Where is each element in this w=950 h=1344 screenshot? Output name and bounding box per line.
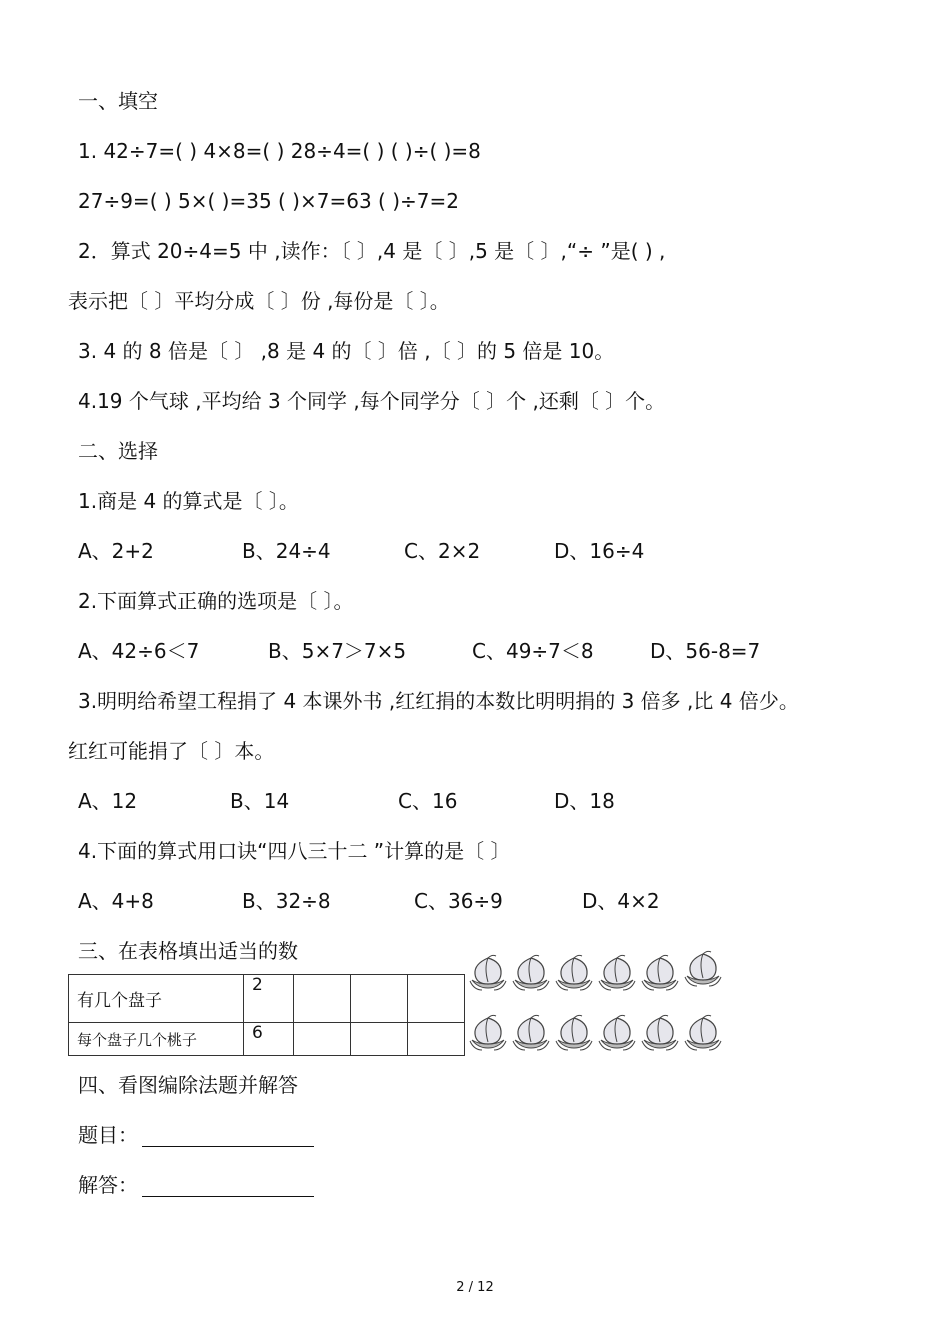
plates-value: 2 [244,975,294,1023]
option-d: D、18 [554,789,615,813]
answer-label: 解答： [78,1173,138,1197]
option-a: A、42÷6＜7 [78,639,200,663]
choice-question-1: 1.商是 4 的算式是〔 〕。 [78,489,299,513]
option-b: B、5×7＞7×5 [268,639,407,663]
choice-question-2: 2.下面算式正确的选项是〔 〕。 [78,589,354,613]
option-d: D、4×2 [582,889,660,913]
section-fill-title: 一、填空 [78,89,158,113]
peach-plate-2 [513,955,549,1050]
fill-question-4: 4.19 个气球 ,平均给 3 个同学 ,每个同学分〔 〕个 ,还剩〔 〕个。 [78,389,666,413]
table-row [69,1023,465,1056]
peach-plate-6 [685,951,721,1050]
option-c: C、36÷9 [414,889,503,913]
blank-cell[interactable] [408,975,465,1023]
fill-question-3: 3. 4 的 8 倍是〔 〕 ,8 是 4 的〔 〕倍 ,〔 〕的 5 倍是 10。 [78,339,615,363]
answer-input-line[interactable] [142,1176,314,1197]
peaches-illustration [468,950,730,1060]
choice-question-3a: 3.明明给希望工程捐了 4 本课外书 ,红红捐的本数比明明捐的 3 倍多 ,比 4 倍少。 [78,689,799,713]
option-a: A、12 [78,789,138,813]
option-d: D、16÷4 [554,539,645,563]
blank-cell[interactable] [294,975,351,1023]
title-row [78,1123,314,1147]
option-c: C、49÷7＜8 [472,639,594,663]
answer-row [78,1173,314,1197]
section-answer-title: 四、看图编除法题并解答 [78,1073,298,1097]
peaches-value: 6 [244,1023,294,1056]
choice-question-3b: 红红可能捐了〔 〕本。 [68,739,275,763]
peach-plate-5 [642,955,678,1050]
page-number: 2 / 12 [456,1280,494,1295]
option-b: B、32÷8 [242,889,331,913]
fill-question-2b: 表示把〔 〕平均分成〔 〕份 ,每份是〔 〕。 [68,289,450,313]
plates-peaches-table [68,974,465,1056]
blank-cell[interactable] [408,1023,465,1056]
option-b: B、14 [230,789,290,813]
title-input-line[interactable] [142,1126,314,1147]
row-label-plates: 有几个盘子 [69,975,244,1023]
table-row [69,975,465,1023]
blank-cell[interactable] [351,975,408,1023]
fill-question-2a: 2．算式 20÷4=5 中 ,读作：〔 〕,4 是〔 〕,5 是〔 〕,“÷ ”是( ) , [78,239,666,263]
option-d: D、56-8=7 [650,639,761,663]
peach-plate-4 [599,955,635,1050]
option-c: C、16 [398,789,458,813]
blank-cell[interactable] [351,1023,408,1056]
row-label-peaches: 每个盘子几个桃子 [69,1023,244,1056]
fill-question-1a: 1. 42÷7=( ) 4×8=( ) 28÷4=( ) ( )÷( )=8 [78,139,481,163]
blank-cell[interactable] [294,1023,351,1056]
peach-plate-1 [470,955,506,1050]
section-choice-title: 二、选择 [78,439,158,463]
option-c: C、2×2 [404,539,481,563]
option-a: A、4+8 [78,889,154,913]
peach-plate-3 [556,955,592,1050]
choice-question-4: 4.下面的算式用口诀“四八三十二 ”计算的是〔 〕 [78,839,511,863]
title-label: 题目： [78,1123,138,1147]
option-a: A、2+2 [78,539,154,563]
fill-question-1b: 27÷9=( ) 5×( )=35 ( )×7=63 ( )÷7=2 [78,189,459,213]
section-table-title: 三、在表格填出适当的数 [78,939,298,963]
option-b: B、24÷4 [242,539,331,563]
